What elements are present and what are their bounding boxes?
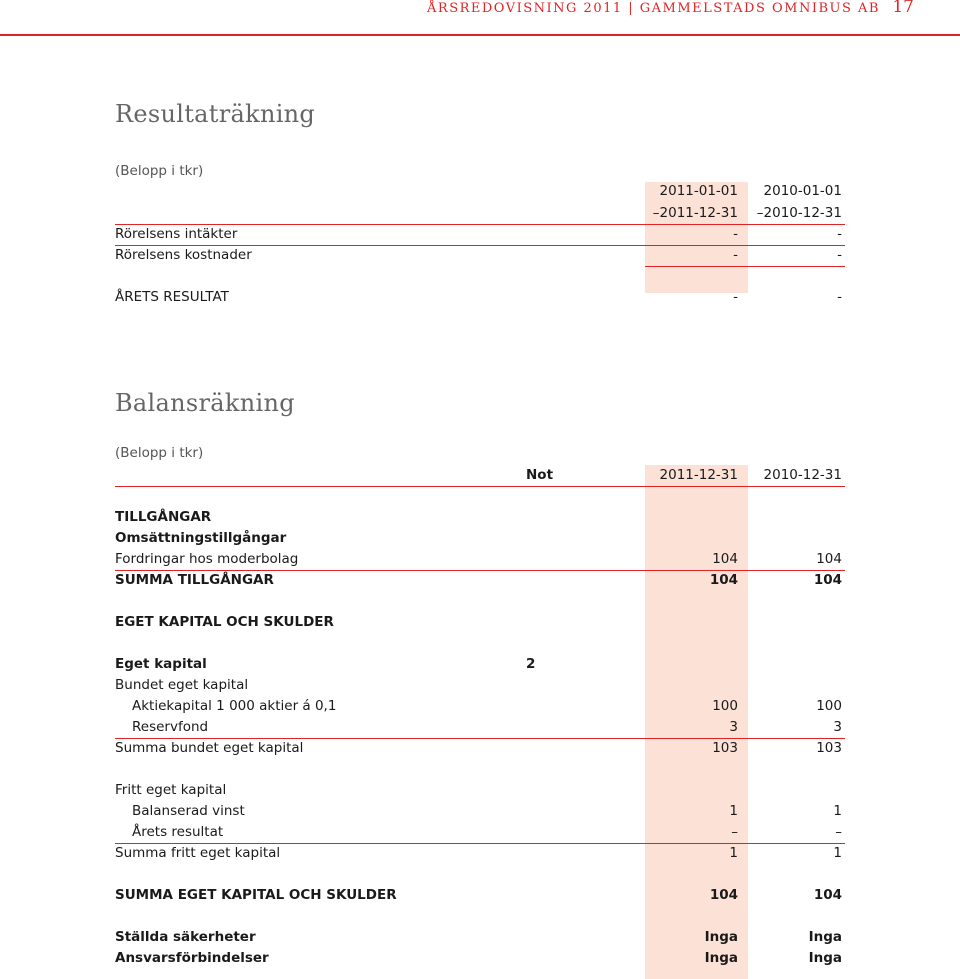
row-label: Balanserad vinst [132,803,245,819]
row-value-2010: 104 [813,887,842,903]
row-value-2011: – [731,824,738,840]
income-col1-to: –2011-12-31 [652,205,738,221]
row-value-2010: 1 [833,803,842,819]
row-value-2010: - [837,289,842,305]
row-rule [115,245,845,246]
row-value-2011: - [733,247,738,263]
row-value-2010: 100 [816,698,842,714]
row-label: Rörelsens intäkter [115,226,238,242]
page-number: 17 [892,0,914,17]
row-rule [645,266,845,267]
row-label: Årets resultat [132,824,224,840]
row-value-2011: 104 [709,572,738,588]
income-unit-note: (Belopp i tkr) [115,163,204,179]
row-label: Ställda säkerheter [115,929,256,945]
row-value-2011: 104 [712,551,738,567]
row-value-2010: 1 [833,845,842,861]
row-label: SUMMA EGET KAPITAL OCH SKULDER [115,887,397,903]
income-col2-from: 2010-01-01 [763,183,842,199]
header-divider [0,34,960,36]
row-value-2011: Inga [704,950,738,966]
row-value-2011: 104 [709,887,738,903]
income-header-rule [115,224,845,225]
page-header [0,0,960,36]
current-assets-heading: Omsättningstillgångar [115,530,287,546]
row-value-2011: 103 [712,740,738,756]
row-rule [115,570,845,571]
row-value-2011: - [733,226,738,242]
row-value-2010: Inga [808,950,842,966]
income-col1-from: 2011-01-01 [659,183,738,199]
row-note: 2 [526,656,536,672]
row-label: SUMMA TILLGÅNGAR [115,572,274,588]
balance-col1-header: 2011-12-31 [659,467,738,483]
row-label: Bundet eget kapital [115,677,249,693]
balance-col2-header: 2010-12-31 [763,467,842,483]
row-value-2011: 1 [729,803,738,819]
income-col2-to: –2010-12-31 [756,205,842,221]
row-value-2010: 103 [816,740,842,756]
row-value-2010: - [837,226,842,242]
row-rule [115,738,845,739]
row-value-2010: – [835,824,842,840]
row-value-2010: 104 [813,572,842,588]
document-title: ÅRSREDOVISNING 2011 | GAMMELSTADS OMNIBUS AB [427,1,880,16]
equity-liabilities-heading: EGET KAPITAL OCH SKULDER [115,614,334,630]
row-label: Summa fritt eget kapital [115,845,281,861]
row-label: Aktiekapital 1 000 aktier á 0,1 [132,698,337,714]
row-label: Reservfond [132,719,209,735]
row-value-2011: Inga [704,929,738,945]
row-value-2010: - [837,247,842,263]
row-label: Ansvarsförbindelser [115,950,269,966]
balance-sheet-title: Balansräkning [115,389,295,417]
row-value-2011: 1 [729,845,738,861]
row-value-2011: 3 [729,719,738,735]
row-label: Fordringar hos moderbolag [115,551,299,567]
row-rule [115,843,845,844]
balance-header-rule [115,486,845,487]
row-value-2011: - [733,289,738,305]
row-label: Eget kapital [115,656,207,672]
income-statement-title: Resultaträkning [115,100,316,128]
row-label: Summa bundet eget kapital [115,740,304,756]
row-label: Rörelsens kostnader [115,247,252,263]
row-label: Fritt eget kapital [115,782,227,798]
row-value-2010: 3 [833,719,842,735]
row-value-2011: 100 [712,698,738,714]
assets-heading: TILLGÅNGAR [115,509,212,525]
row-value-2010: Inga [808,929,842,945]
row-label: ÅRETS RESULTAT [115,289,229,305]
note-column-header: Not [526,467,554,483]
balance-unit-note: (Belopp i tkr) [115,445,204,461]
row-value-2010: 104 [816,551,842,567]
